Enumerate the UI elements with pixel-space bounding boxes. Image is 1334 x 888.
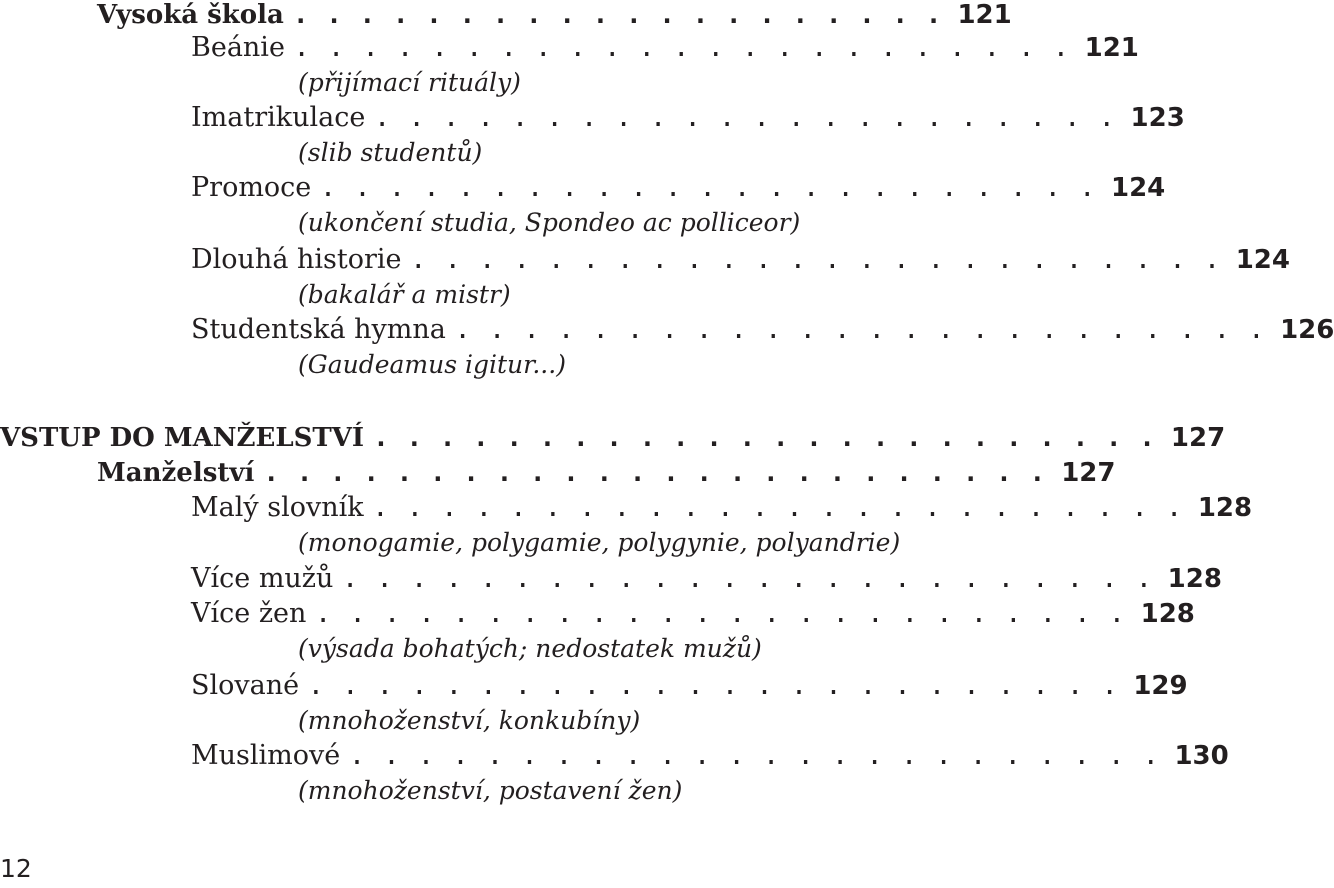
toc-entry-studentska-hymna [191,313,1334,347]
toc-page-number: 124 [1110,173,1166,203]
toc-leader-dots: . . . . . . . . . . . . . . . . . . . . . . . [319,172,1097,203]
toc-entry-subtitle: (přijímací rituály) [298,68,521,97]
toc-entry-label: Beánie [191,32,285,63]
toc-entry-slovane [191,669,1188,703]
toc-page-number: 129 [1133,671,1188,701]
page-number-folio: 12 [0,854,32,883]
toc-page-number: 126 [1280,315,1334,345]
toc-leader-dots: . . . . . . . . . . . . . . . . . . . . . . . . [307,670,1119,701]
toc-entry-label: VSTUP DO MANŽELSTVÍ [0,423,365,453]
toc-page-number: 124 [1235,245,1290,275]
toc-page-number: 128 [1140,599,1195,629]
toc-page-number: 128 [1167,564,1222,594]
toc-leader-dots: . . . . . . . . . . . . . . . . . . . . . . . . [315,598,1127,629]
toc-leader-dots: . . . . . . . . . . . . . . . . . . . . . . . [293,32,1071,63]
toc-entry-dlouha-historie [191,243,1290,277]
toc-entry-label: Slované [191,670,300,701]
toc-entry-label: Studentská hymna [191,314,446,345]
toc-entry-vice-zen [191,597,1195,631]
toc-page-number: 127 [1170,423,1226,453]
toc-leader-dots: . . . . . . . . . . . . . . . . . . . . . . . . [342,563,1154,594]
toc-page-number: 121 [957,0,1012,30]
toc-entry-subtitle: (ukončení studia, Spondeo ac polliceor) [298,208,801,237]
toc-page-number: 127 [1061,458,1116,488]
toc-entry-subtitle: (slib studentů) [298,138,483,167]
toc-entry-label: Více mužů [191,563,334,594]
toc-entry-imatrikulace [191,101,1185,135]
toc-entry-label: Manželství [97,458,255,488]
toc-leader-dots: . . . . . . . . . . . . . . . . . . . . . . . . [454,314,1266,345]
toc-entry-vysoka-skola [97,0,1012,32]
toc-leader-dots: . . . . . . . . . . . . . . . . . . . . . . . . [263,458,1047,488]
toc-entry-label: Více žen [191,598,307,629]
toc-entry-label: Muslimové [191,740,341,771]
toc-entry-muslimove [191,739,1229,773]
toc-entry-subtitle: (výsada bohatých; nedostatek mužů) [298,634,762,663]
toc-leader-dots: . . . . . . . . . . . . . . . . . . . . . . . . [348,740,1160,771]
toc-entry-subtitle: (monogamie, polygamie, polygynie, polyandrie) [298,528,901,557]
toc-entry-label: Malý slovník [191,492,364,523]
toc-entry-vice-muzu [191,562,1222,596]
toc-leader-dots: . . . . . . . . . . . . . . . . . . . . . . . . [373,423,1156,453]
toc-entry-manzelstvi [97,456,1115,490]
toc-entry-label: Vysoká škola [97,0,284,30]
toc-leader-dots: . . . . . . . . . . . . . . . . . . . . . . . . [372,492,1184,523]
toc-entry-label: Promoce [191,172,312,203]
toc-entry-label: Dlouhá historie [191,244,402,275]
toc-entry-maly-slovnik [191,491,1252,525]
toc-leader-dots: . . . . . . . . . . . . . . . . . . . . . . . . [410,244,1222,275]
toc-leader-dots: . . . . . . . . . . . . . . . . . . . . [292,0,943,30]
toc-entry-label: Imatrikulace [191,102,366,133]
toc-entry-subtitle: (bakalář a mistr) [298,280,511,309]
toc-page-number: 123 [1130,103,1185,133]
toc-entry-promoce [191,171,1165,205]
toc-leader-dots: . . . . . . . . . . . . . . . . . . . . . . [373,102,1116,133]
toc-entry-subtitle: (Gaudeamus igitur...) [298,350,566,379]
toc-page-number: 128 [1197,493,1253,523]
toc-entry-subtitle: (mnohoženství, konkubíny) [298,706,641,735]
toc-entry-beanie [191,31,1139,65]
toc-entry-subtitle: (mnohoženství, postavení žen) [298,776,683,805]
toc-page-number: 130 [1174,741,1229,771]
toc-entry-vstup-do-manzelstvi [0,421,1225,455]
toc-page-number: 121 [1084,33,1139,63]
